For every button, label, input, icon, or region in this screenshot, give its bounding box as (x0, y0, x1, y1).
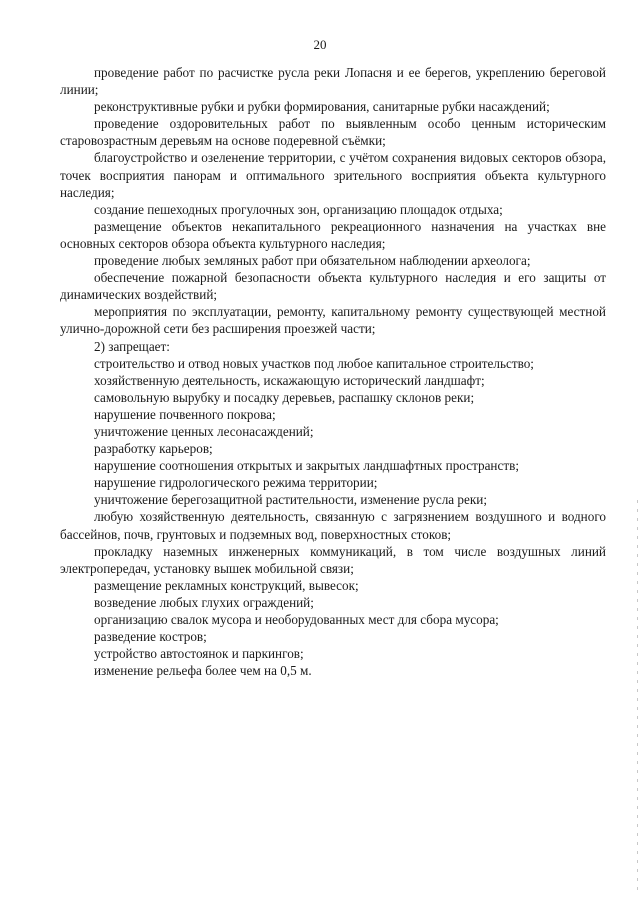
paragraph-4: благоустройство и озеленение территории, с учётом сохранения видовых секторов обзора, точек восприятия панорам и оптимального зрительного восприятия объекта культурного наследия; (60, 150, 606, 200)
prohibition-item-3: самовольную вырубку и посадку деревьев, распашку склонов реки; (94, 389, 475, 405)
prohibition-item-10: любую хозяйственную деятельность, связанную с загрязнением воздушного и водного бассейнов, почв, грунтовых и подземных вод, поверхностных стоков; (60, 509, 606, 542)
prohibition-item-9: уничтожение берегозащитной растительности, изменение русла реки; (94, 492, 488, 508)
paragraph-9: мероприятия по эксплуатации, ремонту, капитальному ремонту существующей местной улично-дорожной сети без расширения проезжей части; (60, 304, 606, 337)
prohibition-item-16: устройство автостоянок и паркингов; (94, 646, 304, 662)
prohibition-item-1: строительство и отвод новых участков под любое капитальное строительство; (94, 355, 534, 371)
paragraph-7: проведение любых земляных работ при обязательном наблюдении археолога; (94, 253, 531, 269)
paragraph-1: проведение работ по расчистке русла реки Лопасня и ее берегов, укреплению береговой линии; (60, 65, 606, 98)
page-number: 20 (313, 37, 327, 52)
paragraph-6: размещение объектов некапитального рекреационного назначения на участках вне основных секторов обзора объекта культурного наследия; (60, 218, 606, 251)
prohibition-item-4: нарушение почвенного покрова; (94, 406, 276, 422)
document-body (60, 64, 606, 679)
paragraph-5: создание пешеходных прогулочных зон, организацию площадок отдыха; (94, 201, 503, 217)
prohibition-item-14: организацию свалок мусора и необорудованных мест для сбора мусора; (94, 612, 499, 627)
scan-edge-mark (637, 500, 638, 890)
prohibition-item-2: хозяйственную деятельность, искажающую исторический ландшафт; (94, 372, 485, 388)
prohibition-item-11: прокладку наземных инженерных коммуникаций, в том числе воздушных линий электропередач, установку вышек мобильной связи; (60, 543, 606, 576)
prohibition-item-15: разведение костров; (94, 629, 207, 645)
prohibition-item-13: возведение любых глухих ограждений; (94, 594, 314, 610)
paragraph-3: проведение оздоровительных работ по выявленным особо ценным историческим старовозрастным деревьям на основе подеревной съёмки; (60, 116, 606, 149)
prohibits-heading: 2) запрещает: (94, 338, 170, 354)
prohibition-item-6: разработку карьеров; (94, 441, 213, 457)
paragraph-8: обеспечение пожарной безопасности объекта культурного наследия и его защиты от динамических воздействий; (60, 270, 606, 303)
prohibition-item-7: нарушение соотношения открытых и закрытых ландшафтных пространств; (94, 458, 520, 474)
prohibition-item-5: уничтожение ценных лесонасаждений; (94, 423, 314, 439)
prohibition-item-12: размещение рекламных конструкций, вывесок; (94, 577, 359, 593)
prohibition-item-8: нарушение гидрологического режима территории; (94, 475, 378, 491)
prohibition-item-17: изменение рельефа более чем на 0,5 м. (94, 663, 312, 679)
paragraph-2: реконструктивные рубки и рубки формирования, санитарные рубки насаждений; (94, 99, 550, 115)
